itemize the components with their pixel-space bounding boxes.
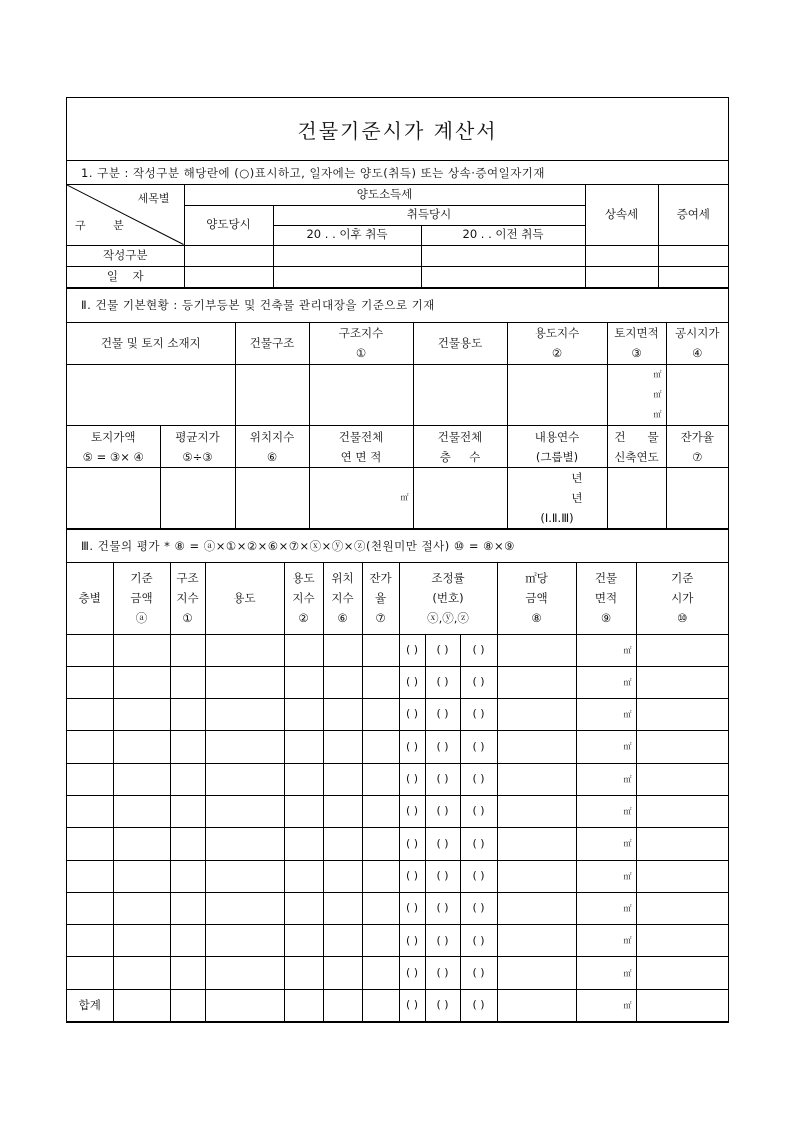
adjust-rate-cell[interactable]: ( ) <box>425 828 460 860</box>
input-cell[interactable] <box>284 731 323 763</box>
input-cell[interactable] <box>67 699 113 731</box>
adjust-rate-cell[interactable]: ( ) <box>425 666 460 698</box>
input-cell[interactable] <box>67 860 113 892</box>
table-row <box>67 925 728 957</box>
land-area-header: 토지면적 ③ <box>607 323 666 365</box>
adjust-rate-cell[interactable]: ( ) <box>425 989 460 1021</box>
input-cell[interactable] <box>323 731 362 763</box>
input-cell[interactable] <box>113 892 170 924</box>
adjust-rate-cell[interactable]: ( ) <box>399 925 425 957</box>
input-cell[interactable] <box>636 699 728 731</box>
adjust-rate-cell[interactable]: ( ) <box>460 666 497 698</box>
input-cell[interactable] <box>323 795 362 827</box>
official-price-header: 공시지가 ④ <box>666 323 728 365</box>
residual-rate-cell[interactable] <box>666 468 728 529</box>
transfer-time-header: 양도당시 <box>184 205 273 245</box>
location-index-cell[interactable] <box>235 468 309 529</box>
adjust-rate-cell[interactable]: ( ) <box>425 763 460 795</box>
input-cell[interactable] <box>284 634 323 666</box>
adjust-rate-cell[interactable]: ( ) <box>460 989 497 1021</box>
table-row <box>67 892 728 924</box>
input-cell[interactable] <box>273 266 421 287</box>
input-cell[interactable] <box>497 925 576 957</box>
input-cell[interactable] <box>284 828 323 860</box>
input-cell[interactable] <box>323 634 362 666</box>
adjust-rate-cell[interactable]: ( ) <box>399 989 425 1021</box>
inheritance-tax-header: 상속세 <box>585 185 658 245</box>
avg-price-header: 평균지가 ⑤÷③ <box>160 426 235 468</box>
input-cell[interactable] <box>205 699 284 731</box>
input-cell[interactable] <box>113 731 170 763</box>
input-cell[interactable] <box>362 666 399 698</box>
input-cell[interactable] <box>362 731 399 763</box>
building-area-cell[interactable]: ㎡ <box>576 731 636 763</box>
adjust-rate-cell[interactable]: ( ) <box>460 795 497 827</box>
input-cell[interactable] <box>497 860 576 892</box>
input-cell[interactable] <box>205 828 284 860</box>
build-year-header: 건 물 신축연도 <box>607 426 666 468</box>
input-cell[interactable] <box>170 892 205 924</box>
building-area-cell[interactable]: ㎡ <box>576 763 636 795</box>
acquired-before-header: 20 . . 이전 취득 <box>421 225 585 245</box>
input-cell[interactable] <box>67 666 113 698</box>
input-cell[interactable] <box>273 245 421 266</box>
input-cell[interactable] <box>323 828 362 860</box>
input-cell[interactable] <box>170 634 205 666</box>
section-2-table <box>67 323 728 530</box>
input-cell[interactable] <box>113 795 170 827</box>
table-row <box>67 731 728 763</box>
input-cell[interactable] <box>113 634 170 666</box>
usage-index-header: 용도지수 ② <box>507 323 607 365</box>
adjust-rate-cell[interactable]: ( ) <box>399 731 425 763</box>
input-cell[interactable] <box>636 892 728 924</box>
avg-price-cell[interactable] <box>160 468 235 529</box>
input-cell[interactable] <box>497 634 576 666</box>
section-1-heading: 1. 구분 : 작성구분 해당란에 (○)표시하고, 일자에는 양도(취득) 또는 상속·증여일자기재 <box>67 161 728 185</box>
adjust-rate-cell[interactable]: ( ) <box>460 699 497 731</box>
input-cell[interactable] <box>113 989 170 1021</box>
input-cell[interactable] <box>284 795 323 827</box>
input-cell[interactable] <box>284 989 323 1021</box>
table-row <box>67 699 728 731</box>
input-cell[interactable] <box>497 699 576 731</box>
acquire-time-header: 취득당시 <box>273 205 585 225</box>
input-cell[interactable] <box>636 795 728 827</box>
building-area-cell[interactable]: ㎡ <box>576 925 636 957</box>
input-cell[interactable] <box>284 957 323 989</box>
structure-index-header: 구조지수 ① <box>309 323 413 365</box>
input-cell[interactable] <box>170 666 205 698</box>
building-area-cell[interactable]: ㎡ <box>576 892 636 924</box>
usage-header: 용도 <box>205 563 284 634</box>
adjust-rate-cell[interactable]: ( ) <box>399 892 425 924</box>
building-area-cell[interactable]: ㎡ <box>576 989 636 1021</box>
adjust-rate-cell[interactable]: ( ) <box>460 860 497 892</box>
input-cell[interactable] <box>113 925 170 957</box>
input-cell[interactable] <box>113 957 170 989</box>
loc-index-header: 위치 지수 ⑥ <box>323 563 362 634</box>
input-cell[interactable] <box>323 699 362 731</box>
input-cell[interactable] <box>170 795 205 827</box>
input-cell[interactable] <box>184 245 273 266</box>
input-cell[interactable] <box>205 892 284 924</box>
table-row <box>67 989 728 1021</box>
per-m2-header: ㎡당 금액 ⑧ <box>497 563 576 634</box>
adjust-rate-cell[interactable]: ( ) <box>425 731 460 763</box>
adjust-rate-cell[interactable]: ( ) <box>460 925 497 957</box>
land-value-cell[interactable] <box>67 468 160 529</box>
input-cell[interactable] <box>497 892 576 924</box>
input-cell[interactable] <box>67 957 113 989</box>
input-cell[interactable] <box>205 634 284 666</box>
location-index-header: 위치지수 ⑥ <box>235 426 309 468</box>
input-cell[interactable] <box>170 989 205 1021</box>
input-cell[interactable] <box>362 892 399 924</box>
input-cell[interactable] <box>421 245 585 266</box>
usage-cell[interactable] <box>413 365 507 426</box>
input-cell[interactable] <box>362 795 399 827</box>
structure-cell[interactable] <box>235 365 309 426</box>
building-area-cell[interactable]: ㎡ <box>576 957 636 989</box>
total-label: 합계 <box>67 989 113 1021</box>
structure-header: 건물구조 <box>235 323 309 365</box>
input-cell[interactable] <box>323 666 362 698</box>
input-cell[interactable] <box>113 763 170 795</box>
input-cell[interactable] <box>497 989 576 1021</box>
tax-type-label: 세목별 <box>137 192 170 205</box>
adjust-rate-cell[interactable]: ( ) <box>399 699 425 731</box>
total-area-cell[interactable]: ㎡ <box>309 468 413 529</box>
total-floors-cell[interactable] <box>413 468 507 529</box>
input-cell[interactable] <box>636 989 728 1021</box>
adjust-rate-cell[interactable]: ( ) <box>460 763 497 795</box>
input-cell[interactable] <box>67 795 113 827</box>
building-area-cell[interactable]: ㎡ <box>576 795 636 827</box>
input-cell[interactable] <box>205 860 284 892</box>
adjust-rate-cell[interactable]: ( ) <box>425 634 460 666</box>
building-area-cell[interactable]: ㎡ <box>576 699 636 731</box>
building-area-cell[interactable]: ㎡ <box>576 666 636 698</box>
adjust-rate-cell[interactable]: ( ) <box>399 828 425 860</box>
input-cell[interactable] <box>323 860 362 892</box>
usage-index-header: 용도 지수 ② <box>284 563 323 634</box>
table-row <box>67 828 728 860</box>
input-cell[interactable] <box>497 828 576 860</box>
diagonal-header-cell <box>67 185 184 245</box>
land-area-cell[interactable]: ㎡ ㎡ ㎡ <box>607 365 666 426</box>
adjust-rate-cell[interactable]: ( ) <box>460 634 497 666</box>
adjust-rate-cell[interactable]: ( ) <box>425 925 460 957</box>
input-cell[interactable] <box>636 634 728 666</box>
input-cell[interactable] <box>658 266 728 287</box>
adjust-rate-cell[interactable]: ( ) <box>399 860 425 892</box>
input-cell[interactable] <box>323 892 362 924</box>
input-cell[interactable] <box>362 699 399 731</box>
residual-rate-header: 잔가율 ⑦ <box>666 426 728 468</box>
adjust-rate-cell[interactable]: ( ) <box>460 892 497 924</box>
input-cell[interactable] <box>323 957 362 989</box>
input-cell[interactable] <box>362 925 399 957</box>
input-cell[interactable] <box>170 957 205 989</box>
input-cell[interactable] <box>67 731 113 763</box>
table-row <box>67 666 728 698</box>
building-area-header: 건물 면적 ⑨ <box>576 563 636 634</box>
building-base-price-form <box>66 97 729 1023</box>
input-cell[interactable] <box>170 925 205 957</box>
adjust-rate-cell[interactable]: ( ) <box>399 666 425 698</box>
input-cell[interactable] <box>497 763 576 795</box>
input-cell[interactable] <box>636 731 728 763</box>
input-cell[interactable] <box>636 666 728 698</box>
adjust-rate-cell[interactable]: ( ) <box>425 860 460 892</box>
input-cell[interactable] <box>362 860 399 892</box>
usage-index-cell[interactable] <box>507 365 607 426</box>
adjust-rate-cell[interactable]: ( ) <box>399 634 425 666</box>
location-cell[interactable] <box>67 365 235 426</box>
usage-header: 건물용도 <box>413 323 507 365</box>
building-area-cell[interactable]: ㎡ <box>576 634 636 666</box>
build-year-cell[interactable] <box>607 468 666 529</box>
input-cell[interactable] <box>636 860 728 892</box>
input-cell[interactable] <box>113 828 170 860</box>
input-cell[interactable] <box>323 925 362 957</box>
section-1-table <box>67 185 728 288</box>
adjust-rate-cell[interactable]: ( ) <box>425 892 460 924</box>
input-cell[interactable] <box>497 731 576 763</box>
struct-index-header: 구조 지수 ① <box>170 563 205 634</box>
input-cell[interactable] <box>284 860 323 892</box>
row-label-date: 일 자 <box>67 266 184 287</box>
useful-life-header: 내용연수 (그룹별) <box>507 426 607 468</box>
form-title: 건물기준시가 계산서 <box>67 98 728 161</box>
building-area-cell[interactable]: ㎡ <box>576 860 636 892</box>
input-cell[interactable] <box>170 731 205 763</box>
adjust-rate-cell[interactable]: ( ) <box>399 795 425 827</box>
input-cell[interactable] <box>67 925 113 957</box>
input-cell[interactable] <box>636 763 728 795</box>
input-cell[interactable] <box>284 763 323 795</box>
input-cell[interactable] <box>67 763 113 795</box>
section-3-table <box>67 563 728 1022</box>
table-row <box>67 795 728 827</box>
input-cell[interactable] <box>170 699 205 731</box>
section-2-heading: Ⅱ. 건물 기본현황 : 등기부등본 및 건축물 관리대장을 기준으로 기재 <box>67 288 728 323</box>
location-header: 건물 및 토지 소재지 <box>67 323 235 365</box>
input-cell[interactable] <box>205 763 284 795</box>
input-cell[interactable] <box>284 925 323 957</box>
input-cell[interactable] <box>585 266 658 287</box>
input-cell[interactable] <box>113 699 170 731</box>
adjust-rate-header: 조정률 (번호) ⓧ,ⓨ,ⓩ <box>399 563 497 634</box>
useful-life-cell[interactable]: 년 년 (Ⅰ.Ⅱ.Ⅲ) <box>507 468 607 529</box>
input-cell[interactable] <box>284 892 323 924</box>
land-value-header: 토지가액 ⑤ = ③× ④ <box>67 426 160 468</box>
input-cell[interactable] <box>421 266 585 287</box>
input-cell[interactable] <box>205 666 284 698</box>
adjust-rate-cell[interactable]: ( ) <box>460 731 497 763</box>
input-cell[interactable] <box>362 957 399 989</box>
input-cell[interactable] <box>113 666 170 698</box>
table-row <box>67 634 728 666</box>
input-cell[interactable] <box>205 795 284 827</box>
building-area-cell[interactable]: ㎡ <box>576 828 636 860</box>
input-cell[interactable] <box>205 957 284 989</box>
input-cell[interactable] <box>205 731 284 763</box>
table-row <box>67 763 728 795</box>
transfer-tax-header: 양도소득세 <box>184 185 585 205</box>
input-cell[interactable] <box>636 828 728 860</box>
input-cell[interactable] <box>658 245 728 266</box>
floor-header: 층별 <box>67 563 113 634</box>
adjust-rate-cell[interactable]: ( ) <box>460 828 497 860</box>
input-cell[interactable] <box>497 666 576 698</box>
input-cell[interactable] <box>284 699 323 731</box>
input-cell[interactable] <box>636 957 728 989</box>
input-cell[interactable] <box>67 634 113 666</box>
input-cell[interactable] <box>636 925 728 957</box>
input-cell[interactable] <box>362 763 399 795</box>
input-cell[interactable] <box>362 989 399 1021</box>
input-cell[interactable] <box>362 634 399 666</box>
structure-index-cell[interactable] <box>309 365 413 426</box>
section-3-heading: Ⅲ. 건물의 평가 * ⑧ = ⓐ×①×②×⑥×⑦×ⓧ×ⓨ×ⓩ(천원미만 절사) ⑩ = ⑧×⑨ <box>67 529 728 563</box>
adjust-rate-cell[interactable]: ( ) <box>425 699 460 731</box>
input-cell[interactable] <box>585 245 658 266</box>
input-cell[interactable] <box>184 266 273 287</box>
table-row <box>67 860 728 892</box>
adjust-rate-cell[interactable]: ( ) <box>425 795 460 827</box>
input-cell[interactable] <box>170 763 205 795</box>
residual-header: 잔가 율 ⑦ <box>362 563 399 634</box>
input-cell[interactable] <box>170 860 205 892</box>
input-cell[interactable] <box>362 828 399 860</box>
input-cell[interactable] <box>323 763 362 795</box>
base-price-header: 기준 시가 ⑩ <box>636 563 728 634</box>
input-cell[interactable] <box>323 989 362 1021</box>
input-cell[interactable] <box>67 892 113 924</box>
adjust-rate-cell[interactable]: ( ) <box>425 957 460 989</box>
input-cell[interactable] <box>170 828 205 860</box>
total-floors-header: 건물전체 층 수 <box>413 426 507 468</box>
official-price-cell[interactable] <box>666 365 728 426</box>
total-area-header: 건물전체 연 면 적 <box>309 426 413 468</box>
input-cell[interactable] <box>497 957 576 989</box>
gift-tax-header: 증여세 <box>658 185 728 245</box>
input-cell[interactable] <box>113 860 170 892</box>
adjust-rate-cell[interactable]: ( ) <box>399 763 425 795</box>
table-row <box>67 957 728 989</box>
adjust-rate-cell[interactable]: ( ) <box>460 957 497 989</box>
input-cell[interactable] <box>284 666 323 698</box>
input-cell[interactable] <box>205 925 284 957</box>
input-cell[interactable] <box>497 795 576 827</box>
adjust-rate-cell[interactable]: ( ) <box>399 957 425 989</box>
base-amount-header: 기준 금액 ⓐ <box>113 563 170 634</box>
category-label: 구 분 <box>75 218 136 232</box>
row-label-type: 작성구분 <box>67 245 184 266</box>
input-cell[interactable] <box>205 989 284 1021</box>
input-cell[interactable] <box>67 828 113 860</box>
acquired-after-header: 20 . . 이후 취득 <box>273 225 421 245</box>
